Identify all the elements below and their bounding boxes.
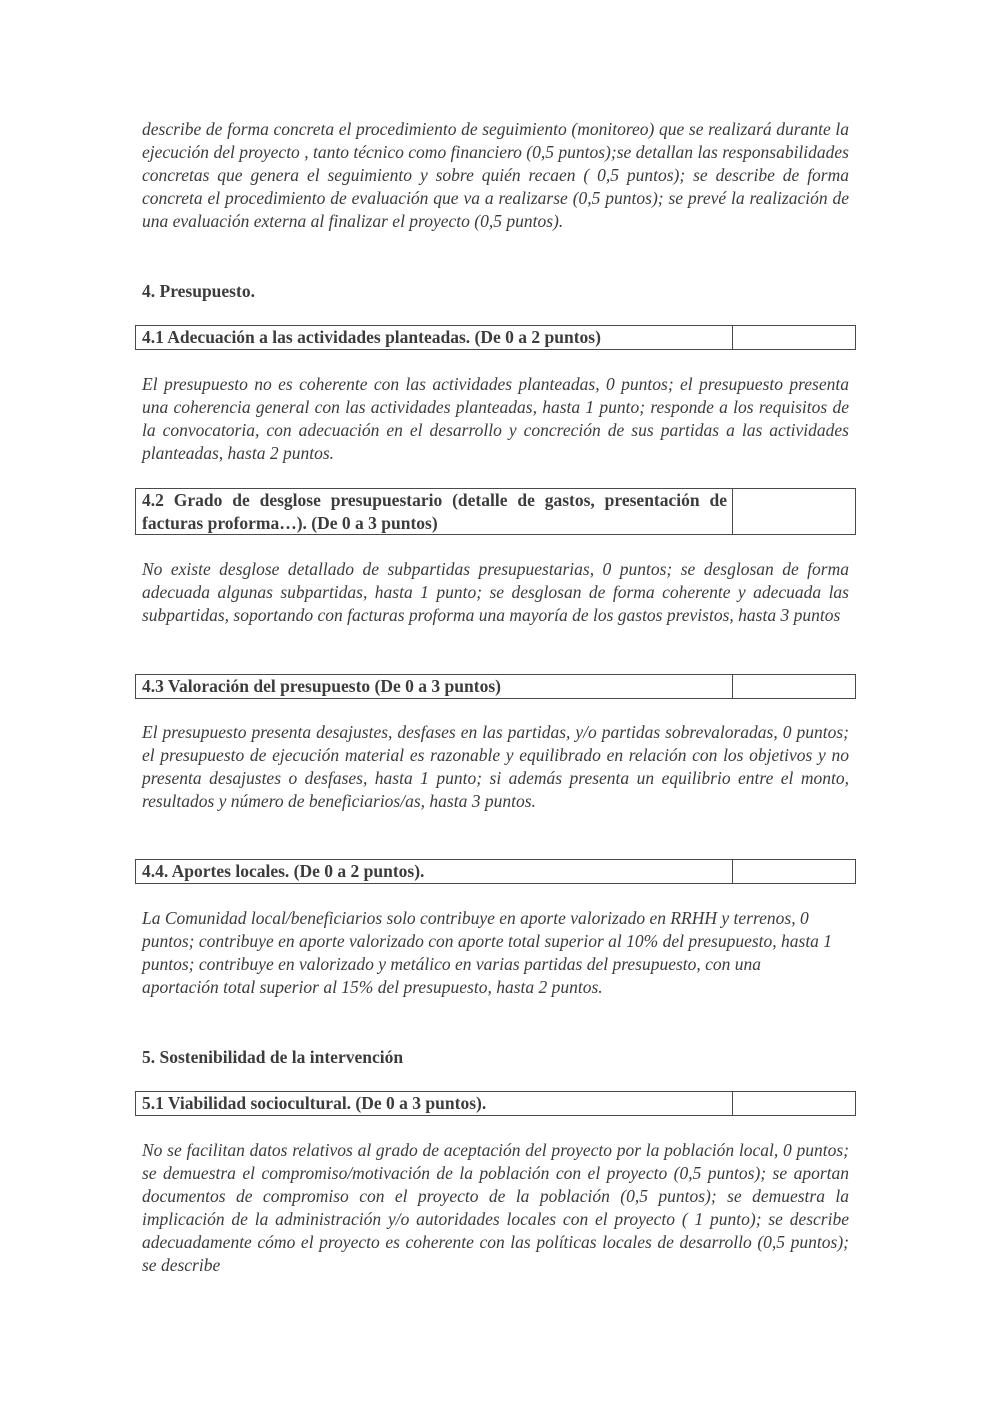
- criterion-box-4-1: [135, 325, 856, 350]
- score-cell-4-2[interactable]: [733, 489, 855, 534]
- criterion-box-4-2: [135, 488, 856, 535]
- score-cell-4-1[interactable]: [733, 326, 855, 349]
- paragraph-4-1: El presupuesto no es coherente con las actividades planteadas, 0 puntos; el presupuesto presenta una coherencia general con las actividades planteadas, hasta 1 punto; responde a los requisitos de la convocatoria, con adecuación en el desarrollo y concreción de sus partidas a las actividades planteadas, hasta 2 puntos.: [142, 374, 849, 463]
- paragraph-4-4: La Comunidad local/beneficiarios solo contribuye en aporte valorizado en RRHH y terrenos, 0 puntos; contribuye en aporte valorizado con aporte total superior al 10% del presupuesto, hasta 1 puntos; contribuye en valorizado y metálico en varias partidas del presupuesto, con una aportación total superior al 15% del presupuesto, hasta 2 puntos.: [142, 908, 833, 997]
- paragraph-monitoring: describe de forma concreta el procedimiento de seguimiento (monitoreo) que se realizará durante la ejecución del proyecto , tanto técnico como financiero (0,5 puntos);se detallan las responsabilidades concretas que genera el seguimiento y sobre quién recaen ( 0,5 puntos); se describe de forma concreta el procedimiento de evaluación que va a realizarse (0,5 puntos); se prevé la realización de una evaluación externa al finalizar el proyecto (0,5 puntos).: [142, 119, 849, 231]
- score-cell-4-4[interactable]: [733, 860, 855, 883]
- paragraph-5-1: No se facilitan datos relativos al grado de aceptación del proyecto por la población local, 0 puntos; se demuestra el compromiso/motivación de la población con el proyecto (0,5 puntos); se aportan documentos de compromiso con el proyecto de la población (0,5 puntos); se demuestra la implicación de la administración y/o autoridades locales con el proyecto ( 1 punto); se describe adecuadamente cómo el proyecto es coherente con las políticas locales de desarrollo (0,5 puntos); se describe: [142, 1140, 849, 1275]
- criterion-label-5-1: 5.1 Viabilidad sociocultural. (De 0 a 3 puntos).: [136, 1092, 733, 1115]
- criterion-box-5-1: [135, 1091, 856, 1116]
- score-cell-5-1[interactable]: [733, 1092, 855, 1115]
- section-heading-sustainability: 5. Sostenibilidad de la intervención: [142, 1047, 404, 1067]
- criterion-label-4-4: 4.4. Aportes locales. (De 0 a 2 puntos).: [136, 860, 733, 883]
- criterion-box-4-4: [135, 859, 856, 884]
- criterion-label-4-1: 4.1 Adecuación a las actividades planteadas. (De 0 a 2 puntos): [136, 326, 733, 349]
- section-heading-budget: 4. Presupuesto.: [142, 281, 255, 301]
- criterion-label-4-2: 4.2 Grado de desglose presupuestario (detalle de gastos, presentación de facturas proforma…). (De 0 a 3 puntos): [136, 489, 733, 534]
- score-cell-4-3[interactable]: [733, 675, 855, 698]
- criterion-box-4-3: [135, 674, 856, 699]
- paragraph-4-3: El presupuesto presenta desajustes, desfases en las partidas, y/o partidas sobrevaloradas, 0 puntos; el presupuesto de ejecución material es razonable y equilibrado en relación con los objetivos y no presenta desajustes o desfases, hasta 1 punto; si además presenta un equilibrio entre el monto, resultados y número de beneficiarios/as, hasta 3 puntos.: [142, 722, 849, 811]
- paragraph-4-2: No existe desglose detallado de subpartidas presupuestarias, 0 puntos; se desglosan de forma adecuada algunas subpartidas, hasta 1 punto; se desglosan de forma coherente y adecuada las subpartidas, soportando con facturas proforma una mayoría de los gastos previstos, hasta 3 puntos: [142, 559, 849, 625]
- criterion-label-4-3: 4.3 Valoración del presupuesto (De 0 a 3 puntos): [136, 675, 733, 698]
